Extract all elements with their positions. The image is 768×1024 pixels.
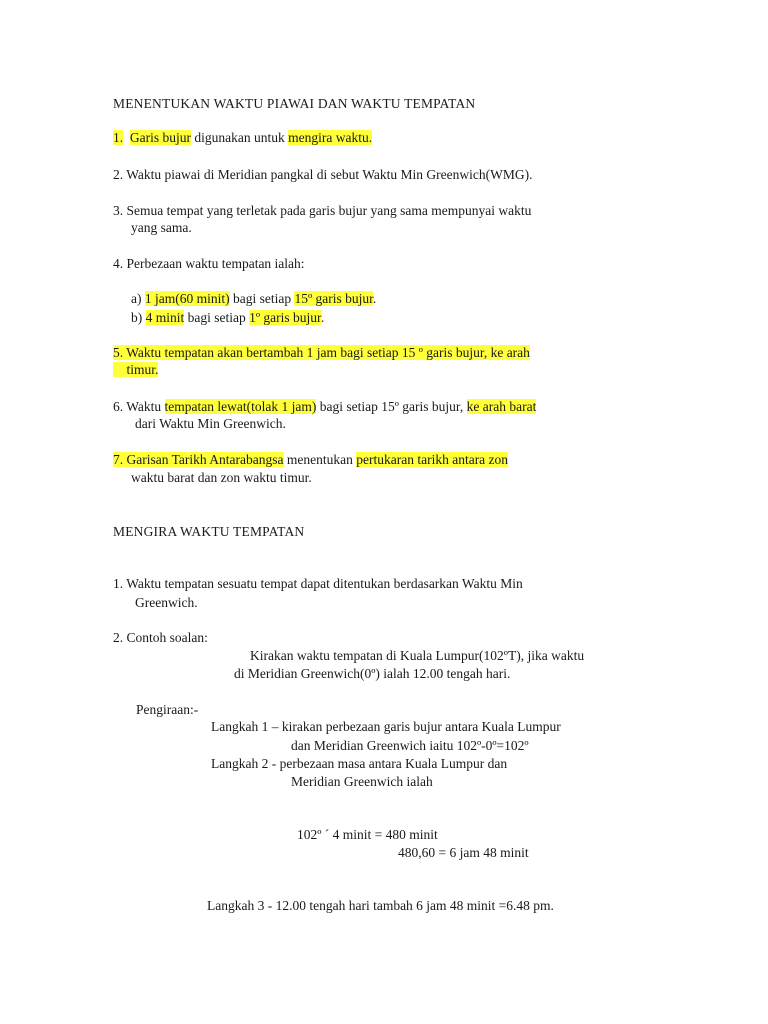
step-1-line1: Langkah 1 – kirakan perbezaan garis bujur antara Kuala Lumpur	[211, 719, 561, 734]
list-item-2: 2. Waktu piawai di Meridian pangkal di sebut Waktu Min Greenwich(WMG).	[113, 167, 533, 182]
section-heading-mengira: MENGIRA WAKTU TEMPATAN	[113, 524, 305, 539]
highlight-mengira-waktu: mengira waktu.	[288, 130, 373, 145]
highlight-15-garis-bujur: 15º garis bujur	[294, 291, 373, 306]
list-item-6-line2: dari Waktu Min Greenwich.	[135, 416, 286, 431]
highlight-1-garis-bujur: 1º garis bujur	[249, 310, 321, 325]
question-line1: Kirakan waktu tempatan di Kuala Lumpur(102ºT), jika waktu	[250, 648, 585, 663]
step-2-line1: Langkah 2 - perbezaan masa antara Kuala Lumpur dan	[211, 756, 508, 771]
highlight-pertukaran-tarikh: pertukaran tarikh antara zon	[356, 452, 509, 467]
highlight-4-minit: 4 minit	[145, 310, 185, 325]
calculation-line2: 480,60 = 6 jam 48 minit	[398, 845, 529, 860]
step-2-line2: Meridian Greenwich ialah	[291, 774, 433, 789]
question-line2: di Meridian Greenwich(0º) ialah 12.00 tengah hari.	[234, 666, 511, 681]
highlight-garis-bujur: Garis bujur	[129, 130, 191, 145]
list-item-6: 6. Waktu tempatan lewat(tolak 1 jam) bagi setiap 15º garis bujur, ke arah barat	[113, 399, 537, 414]
pengiraan-label: Pengiraan:-	[136, 702, 199, 717]
highlight-1-jam: 1 jam(60 minit)	[144, 291, 230, 306]
highlight-ke-arah-barat: ke arah barat	[466, 399, 537, 414]
section-heading-piawai: MENENTUKAN WAKTU PIAWAI DAN WAKTU TEMPATAN	[113, 96, 476, 111]
step-1-line2: dan Meridian Greenwich iaitu 102º-0º=102º	[291, 738, 529, 753]
s2-item-2-label: 2. Contoh soalan:	[113, 630, 208, 645]
calculation-line1: 102º ´ 4 minit = 480 minit	[297, 827, 438, 842]
list-item-5-line1: 5. Waktu tempatan akan bertambah 1 jam bagi setiap 15 º garis bujur, ke arah	[113, 345, 530, 360]
sub-item-b: b) 4 minit bagi setiap 1º garis bujur.	[131, 310, 325, 325]
list-item-3-line1: 3. Semua tempat yang terletak pada garis bujur yang sama mempunyai waktu	[113, 203, 532, 218]
list-item-7: 7. Garisan Tarikh Antarabangsa menentukan pertukaran tarikh antara zon	[113, 452, 509, 467]
sub-item-a: a) 1 jam(60 minit) bagi setiap 15º garis bujur.	[131, 291, 377, 306]
highlight-garisan-tarikh: 7. Garisan Tarikh Antarabangsa	[113, 452, 284, 467]
list-item-4: 4. Perbezaan waktu tempatan ialah:	[113, 256, 305, 271]
list-item-7-line2: waktu barat dan zon waktu timur.	[131, 470, 312, 485]
step-3: Langkah 3 - 12.00 tengah hari tambah 6 jam 48 minit =6.48 pm.	[207, 898, 554, 913]
list-item-3-line2: yang sama.	[131, 220, 192, 235]
s2-item-1-line2: Greenwich.	[135, 595, 198, 610]
item-number: 1.	[113, 130, 124, 145]
highlight-tempatan-lewat: tempatan lewat(tolak 1 jam)	[164, 399, 317, 414]
s2-item-1-line1: 1. Waktu tempatan sesuatu tempat dapat ditentukan berdasarkan Waktu Min	[113, 576, 523, 591]
list-item-5-line2: timur.	[113, 361, 158, 378]
list-item-1: 1. Garis bujur digunakan untuk mengira waktu.	[113, 130, 373, 145]
